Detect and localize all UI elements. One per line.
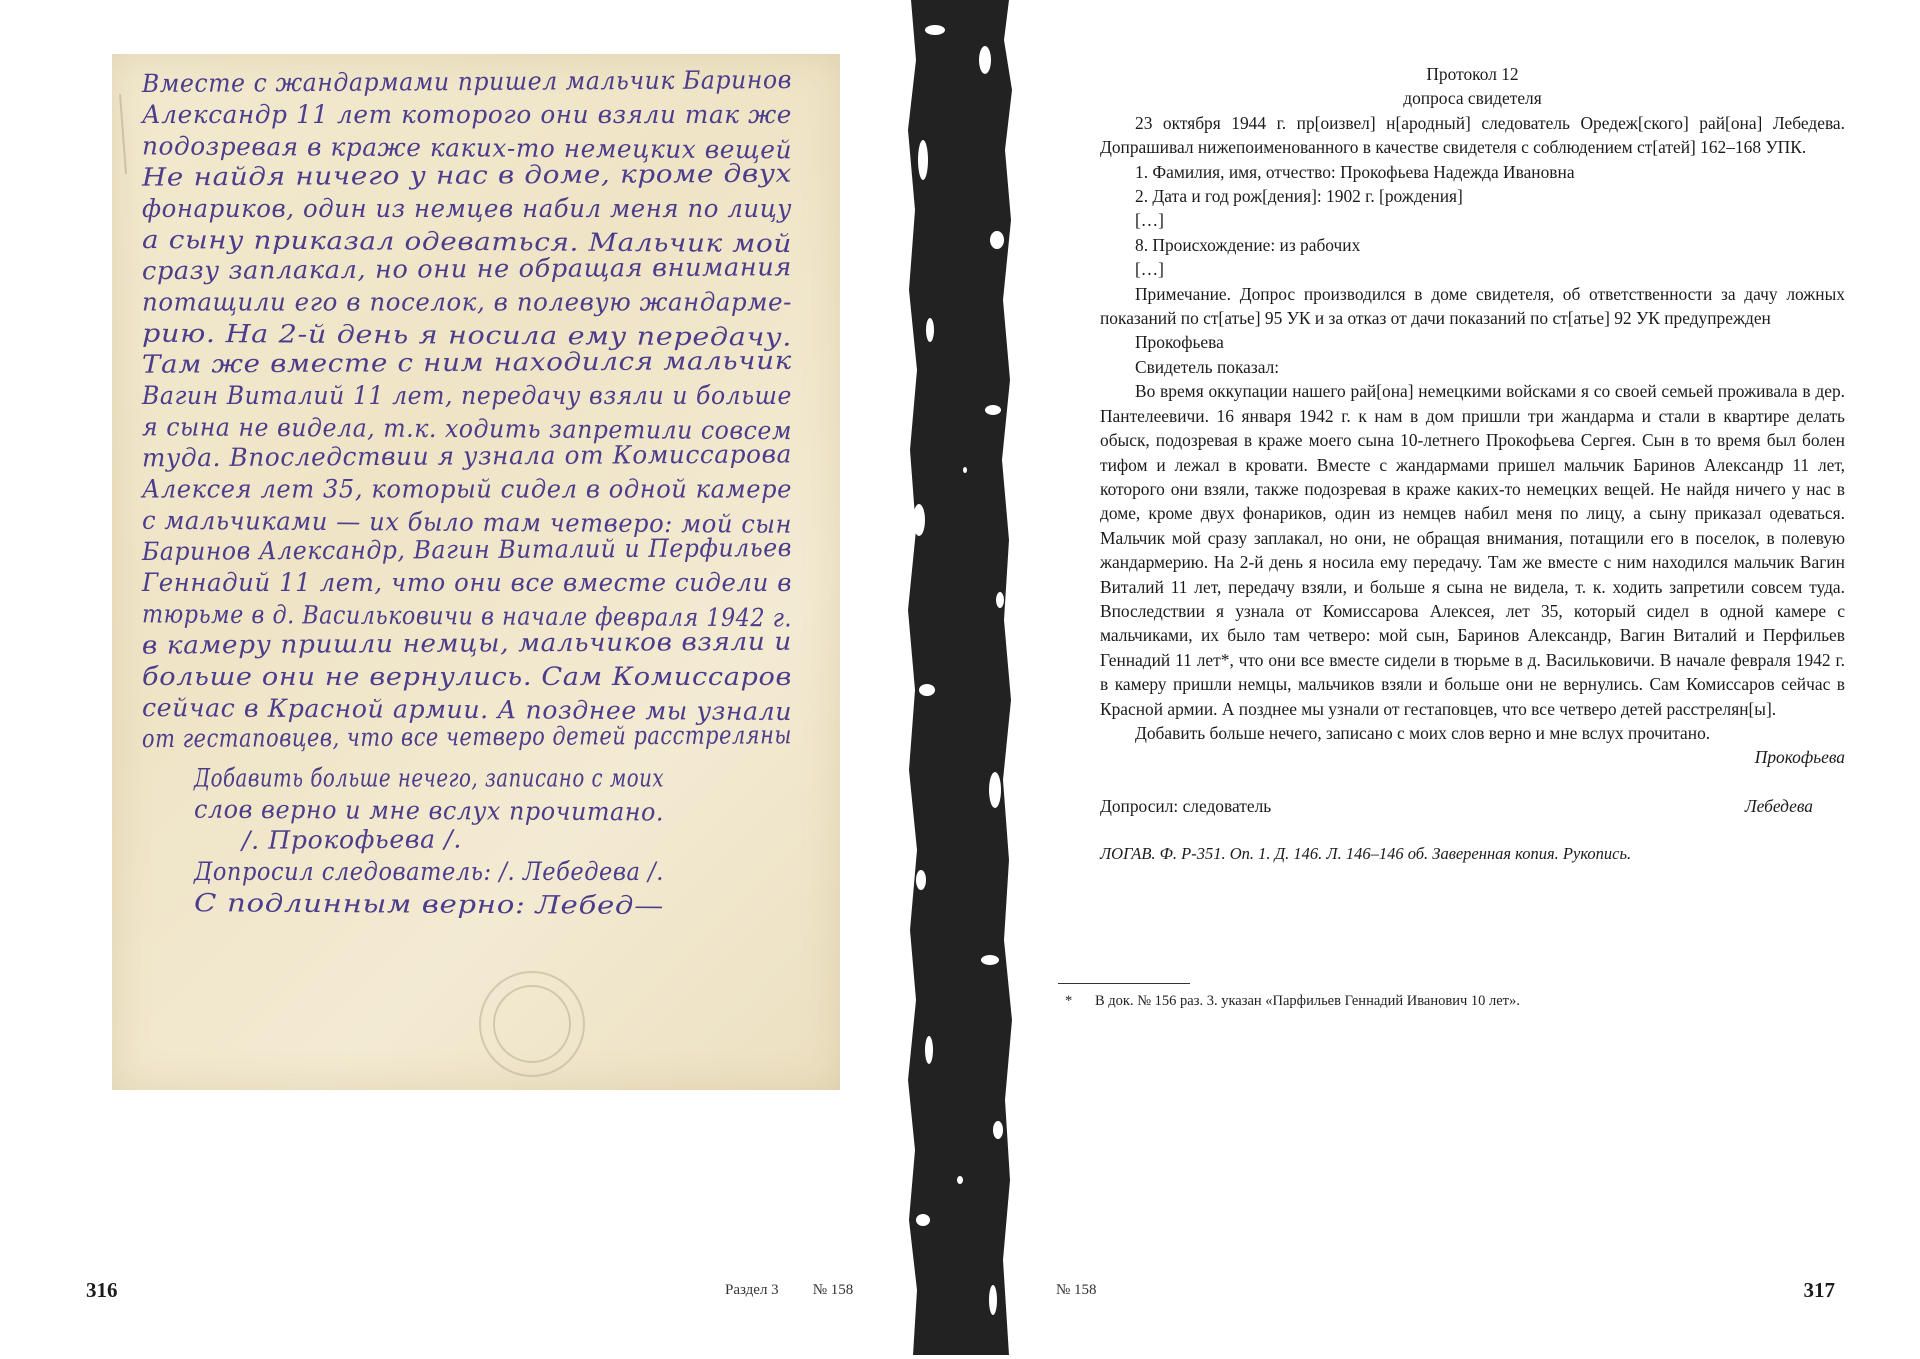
right-page <box>1020 0 1920 1355</box>
testimony-paragraph: Во время оккупации нашего рай[она] немецкими войсками я со своей семьей проживала в дер. Пантелеевичи. 16 января 1942 г. к нам в дом пришли три жандарма и стали в квартире делать обыск, подозревая в краже моего сына 10-летнего Прокофьева Сергея. Сын в то время был болен тифом и лежал в кровати. Вместе с жандармами пришел мальчик Баринов Александр 11 лет, которого они взяли, также подозревая в краже каких-то немецких вещей. Не найдя ничего у нас в доме, кроме двух фонариков, один из немцев набил меня по лицу, а сыну приказал одеваться. Мальчик мой сразу заплакал, но они, не обращая внимания, потащили его в поселок, в полевую жандармерию. На 2-й день я носила ему передачу. Там же вместе с ним находился мальчик Вагин Виталий 11 лет, передачу взяли, и больше я сына не видела, т. к. ходить запретили совсем туда. Впоследствии я узнала от Комиссарова Алексея, лет 35, который сидел в одной камере с мальчиками, их было там четверо: мой сын, Баринов Александр, Вагин Виталий и Перфильев Геннадий 11 лет*, что они все вместе сидели в тюрьме в д. Васильковичи. В начале февраля 1942 г. в камеру пришли немцы, мальчиков взяли и больше они не вернулись. Сам Комиссаров сейчас в Красной армии. А позднее мы узнали от гестаповцев, что все четверо детей расстрелян[ы]. <box>1100 381 1845 719</box>
handwritten-line: /. Прокофьева /. <box>241 824 461 855</box>
protocol-title: Протокол 12 <box>1426 64 1519 84</box>
handwritten-manuscript-scan <box>112 54 919 1090</box>
handwritten-line: С подлинным верно: Лебед— <box>193 888 597 920</box>
book-spine-gutter <box>905 0 1020 1355</box>
protocol-text <box>1100 62 1845 867</box>
note-paragraph: Примечание. Допрос производился в доме свидетеля, об ответственности за дачу ложных показаний по ст[атье] 95 УК и за отказ от дачи показаний по ст[атье] 92 УК предупрежден <box>1100 283 1845 329</box>
footnote-divider <box>1058 983 1190 984</box>
document-number-right: № 158 <box>1056 1282 1097 1298</box>
handwritten-line: сейчас в Красной армии. А позднее мы узнали <box>141 693 790 726</box>
left-page <box>0 0 919 1355</box>
handwritten-line: Вагин Виталий 11 лет, передачу взяли и больше <box>141 381 792 410</box>
faded-stamp <box>480 972 584 1076</box>
field-birth-year: 2. Дата и год рож[дения]: 1902 г. [рождения] <box>1135 186 1463 207</box>
handwritten-line: Александр 11 лет которого они взяли так же <box>140 100 793 130</box>
archive-source: ЛОГАВ. Ф. Р-351. Оп. 1. Д. 146. Л. 146–146 об. Заверенная копия. Рукопись. <box>1100 844 1632 864</box>
witness-signature-italic: Прокофьева <box>1754 747 1845 768</box>
handwritten-line: в камеру пришли немцы, мальчиков взяли и <box>141 626 760 660</box>
intro-paragraph: 23 октября 1944 г. пр[оизвел] н[ародный] следователь Оредеж[ского] рай[она] Лебедева. Допрашивал нижепоименованного в качестве свидетеля с соблюдением ст[атей] 162–168 УПК. <box>1100 112 1845 158</box>
omission-mark: […] <box>1135 210 1164 231</box>
handwritten-line: Баринов Александр, Вагин Виталий и Перфильев <box>141 532 833 566</box>
page-number-left: 316 <box>86 1278 118 1302</box>
footnote <box>1065 993 1520 1010</box>
field-origin: 8. Происхождение: из рабочих <box>1135 234 1361 255</box>
handwritten-line: с мальчиками — их было там четверо: мой сын <box>141 505 816 539</box>
omission-mark: […] <box>1135 259 1164 280</box>
handwritten-line: Не найдя ничего у нас в доме, кроме двух <box>141 159 726 192</box>
running-head-left <box>725 1282 853 1299</box>
handwritten-line: Алексея лет 35, который сидел в одной камере <box>140 474 792 504</box>
handwritten-line: рию. На 2-й день я носила ему передачу. <box>141 318 711 352</box>
spine-texture <box>905 0 1020 1355</box>
footnote-text: В док. № 156 раз. 3. указан «Парфильев Геннадий Иванович 10 лет». <box>1095 993 1520 1009</box>
handwritten-line: слов верно и мне вслух прочитано. <box>193 794 689 827</box>
margin-mark <box>120 94 126 174</box>
protocol-subtitle: допроса свидетеля <box>1403 88 1542 109</box>
interrogator-name: Лебедева <box>1744 795 1813 816</box>
handwritten-line: потащили его в поселок, в полевую жандарме- <box>142 287 792 317</box>
handwritten-line: подозревая в краже каких-то немецких вещей <box>141 131 800 165</box>
interrogator-signature-row <box>1100 794 1845 818</box>
handwritten-line: а сыну приказал одеваться. Мальчик мой <box>141 225 727 258</box>
handwritten-line: Геннадий 11 лет, что они все вместе сидели в <box>141 568 792 598</box>
closing-paragraph: Добавить больше нечего, записано с моих слов верно и мне вслух прочитано. <box>1135 722 1711 743</box>
handwritten-line: сразу заплакал, но они не обращая внимания <box>141 252 778 286</box>
handwritten-line: Там же вместе с ним находился мальчик <box>141 346 728 379</box>
handwritten-line: туда. Впоследствии я узнала от Комиссарова <box>141 439 799 473</box>
interrogator-label: Допросил: следователь <box>1100 795 1272 816</box>
handwritten-line: Вместе с жандармами пришел мальчик Баринов <box>141 64 833 98</box>
page-number-right: 317 <box>1803 1278 1835 1302</box>
faded-stamp-inner <box>494 986 570 1062</box>
field-full-name: 1. Фамилия, имя, отчество: Прокофьева Надежда Ивановна <box>1135 161 1575 182</box>
handwritten-line: тюрьме в д. Васильковичи в начале февраля 1942 г. <box>141 599 874 633</box>
manuscript-drawing <box>112 54 919 1090</box>
section-label: Раздел 3 <box>725 1282 779 1298</box>
handwritten-line: больше они не вернулись. Сам Комиссаров <box>142 661 792 691</box>
handwritten-line: Добавить больше нечего, записано с моих <box>193 763 665 793</box>
handwritten-line: фонариков, один из немцев набил меня по лицу <box>142 193 792 223</box>
witness-signature: Прокофьева <box>1135 332 1224 353</box>
document-number-left: № 158 <box>812 1282 854 1298</box>
witness-said-label: Свидетель показал: <box>1135 356 1280 377</box>
handwritten-line: я сына не видела, т.к. ходить запретили совсем <box>141 412 833 446</box>
handwritten-line: Допросил следователь: /. Лебедева /. <box>193 857 664 886</box>
handwritten-line: от гестаповцев, что все четверо детей расстреляны <box>141 719 919 754</box>
spine-band <box>908 0 1012 1355</box>
footnote-mark: * <box>1065 993 1073 1009</box>
